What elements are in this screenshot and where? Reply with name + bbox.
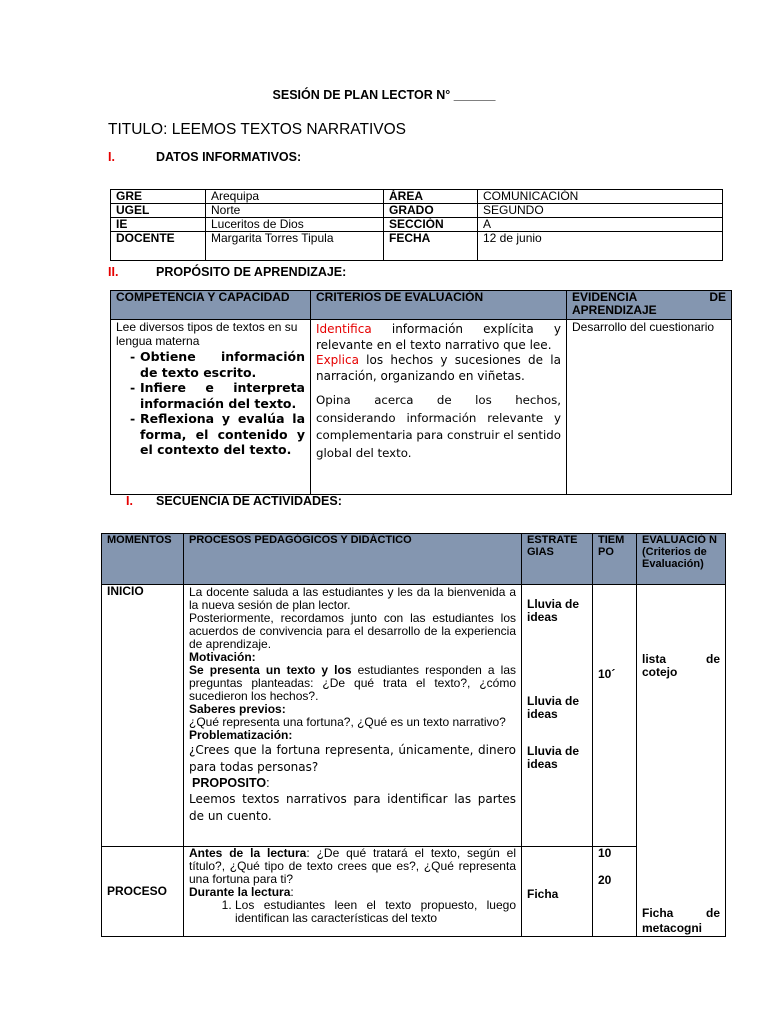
purpose-header-row xyxy=(111,291,732,320)
info-value: Arequipa xyxy=(206,190,384,204)
capacities-list xyxy=(116,349,305,458)
info-label: UGEL xyxy=(111,204,206,218)
header-evaluation xyxy=(637,534,726,585)
info-label: DOCENTE xyxy=(111,232,206,261)
strategy-proceso xyxy=(522,846,593,936)
section-number: I. xyxy=(108,150,115,164)
info-label: GRE xyxy=(111,190,206,204)
purpose-label: PROPOSITO xyxy=(192,776,267,790)
during-steps xyxy=(189,899,516,925)
info-label: ÁREA xyxy=(384,190,478,204)
info-row xyxy=(111,232,723,261)
step-item: 1. Los estudiantes leen el texto propuesto, luego identifican las características del texto xyxy=(235,899,516,925)
capacity-item: - Obtiene información de texto escrito. xyxy=(130,349,305,380)
criterion-2 xyxy=(316,353,561,384)
strategy-item: Lluvia de ideas xyxy=(527,597,580,624)
header-evaluation-sub: (Criterios de Evaluación) xyxy=(642,546,707,570)
capacity-item: - Reflexiona y evalúa la forma, el contenido y el contexto del texto. xyxy=(130,411,305,458)
problem-label: Problematización: xyxy=(189,728,293,742)
info-row xyxy=(111,204,723,218)
activities-table xyxy=(101,533,726,937)
criterion-verb: Identifica xyxy=(316,322,372,336)
criterion-1 xyxy=(316,322,561,353)
motivation-rest: estudiantes responden a las preguntas planteadas: ¿De qué trata el texto?, ¿cómo sucedieron los hechos?. xyxy=(189,663,516,703)
before-reading xyxy=(189,847,516,886)
header-strategies: ESTRATE GIAS xyxy=(522,534,593,585)
info-value: Luceritos de Dios xyxy=(206,218,384,232)
criterion-verb: Explica xyxy=(316,353,359,367)
criterion-3: Opina acerca de los hechos, considerando información relevante y complementaria para construir el sentido global del texto. xyxy=(316,393,561,460)
time-value: 10´ xyxy=(598,667,616,681)
activities-header-row xyxy=(102,534,726,585)
section-heading-secuencia xyxy=(126,494,342,508)
criterion-text: información explícita y relevante en el texto narrativo que lee. xyxy=(316,322,561,352)
inicio-paragraph: Posteriormente, recordamos junto con las estudiantes los acuerdos de convivencia para el desarrollo de la experiencia de aprendizaje. xyxy=(189,611,516,651)
strategy-item: Lluvia de ideas xyxy=(527,744,580,771)
process-inicio xyxy=(184,585,522,847)
moment-proceso: PROCESO xyxy=(102,846,184,936)
criterion-text: los hechos y sucesiones de la narración, organizando en viñetas. xyxy=(316,353,561,383)
time-value: 10 xyxy=(598,845,612,860)
inicio-paragraph: La docente saluda a las estudiantes y les da la bienvenida a la nueva sesión de plan lector. xyxy=(189,585,516,612)
time-proceso xyxy=(593,846,637,936)
strategy-item: Lluvia de ideas xyxy=(527,694,580,721)
info-label: IE xyxy=(111,218,206,232)
strategy-inicio xyxy=(522,585,593,847)
section-heading-proposito xyxy=(108,265,346,279)
info-label: GRADO xyxy=(384,204,478,218)
motivation-bold: Se presenta un texto y los xyxy=(189,663,352,677)
section-number: II. xyxy=(108,265,119,279)
info-value: A xyxy=(478,218,723,232)
info-value: SEGUNDO xyxy=(478,204,723,218)
purpose-colon: : xyxy=(266,776,270,790)
info-value: Norte xyxy=(206,204,384,218)
during-colon: : xyxy=(290,884,294,899)
criteria-cell xyxy=(311,320,567,495)
evaluation-proceso: Ficha de metacogni xyxy=(642,906,720,935)
header-competence: COMPETENCIA Y CAPACIDAD xyxy=(111,291,311,320)
info-row xyxy=(111,190,723,204)
motivation-text xyxy=(189,664,516,703)
capacity-item: - Infiere e interpreta información del texto. xyxy=(130,380,305,411)
header-evaluation-label: EVALUACIÓ N xyxy=(642,534,717,546)
competence-cell xyxy=(111,320,311,495)
section-label: SECUENCIA DE ACTIVIDADES: xyxy=(156,494,342,508)
info-value: Margarita Torres Tipula xyxy=(206,232,384,261)
motivation-label: Motivación: xyxy=(189,650,256,664)
time-inicio xyxy=(593,585,637,847)
header-time: TIEM PO xyxy=(593,534,637,585)
activity-row-proceso xyxy=(102,846,726,936)
problem-text: ¿Crees que la fortuna representa, únicamente, dinero para todas personas? xyxy=(189,743,516,774)
info-row xyxy=(111,218,723,232)
header-processes: PROCESOS PEDAGÓGICOS Y DIDÁCTICO xyxy=(184,534,522,585)
page-subtitle: TITULO: LEEMOS TEXTOS NARRATIVOS xyxy=(108,121,407,138)
strategy-item: Ficha xyxy=(527,886,559,901)
evidence-cell: Desarrollo del cuestionario xyxy=(567,320,732,495)
section-heading-datos xyxy=(108,150,301,164)
info-table xyxy=(110,189,723,261)
section-label: DATOS INFORMATIVOS: xyxy=(156,150,302,164)
during-label: Durante la lectura xyxy=(189,884,291,899)
header-criteria: CRITERIOS DE EVALUACIÓN xyxy=(311,291,567,320)
competence-text: Lee diversos tipos de textos en su lengua materna xyxy=(116,320,298,348)
header-evidence: EVIDENCIA DE APRENDIZAJE xyxy=(567,291,732,320)
evaluation-cell xyxy=(637,585,726,937)
moment-inicio: INICIO xyxy=(102,585,184,847)
info-value: COMUNICACIÓN xyxy=(478,190,723,204)
purpose-table xyxy=(110,290,732,495)
evaluation-inicio: lista de cotejo xyxy=(642,652,720,679)
before-text: : ¿De qué tratará el texto, según el título?, ¿Qué tipo de texto crees que es?, ¿Qué representa una fortuna para ti? xyxy=(189,845,516,886)
process-proceso xyxy=(184,846,522,936)
info-value: 12 de junio xyxy=(478,232,723,261)
purpose-text: Leemos textos narrativos para identificar las partes de un cuento. xyxy=(189,792,516,823)
prev-knowledge-text: ¿Qué representa una fortuna?, ¿Qué es un texto narrativo? xyxy=(189,715,506,729)
section-number: I. xyxy=(126,494,133,508)
activity-row-inicio xyxy=(102,585,726,847)
header-moments: MOMENTOS xyxy=(102,534,184,585)
page-title: SESIÓN DE PLAN LECTOR N° ______ xyxy=(272,88,496,102)
before-label: Antes de la lectura xyxy=(189,845,307,860)
purpose-line xyxy=(189,776,516,791)
time-value: 20 xyxy=(598,872,612,887)
info-label: FECHA xyxy=(384,232,478,261)
prev-knowledge-label: Saberes previos: xyxy=(189,702,286,716)
purpose-row xyxy=(111,320,732,495)
info-label: SECCIÓN xyxy=(384,218,478,232)
section-label: PROPÓSITO DE APRENDIZAJE: xyxy=(156,265,347,279)
